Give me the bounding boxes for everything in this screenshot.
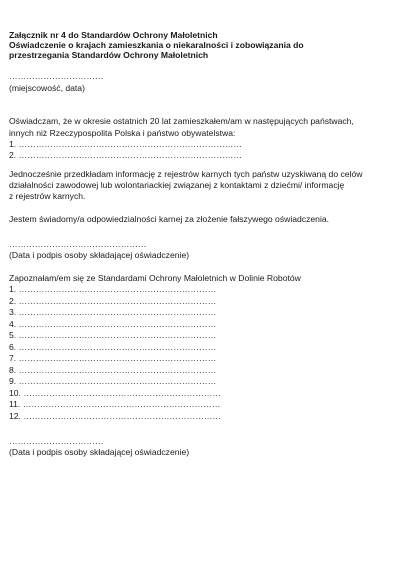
country-field-2[interactable]: 2. …………………………………………………………………… (9, 150, 242, 160)
standards-field[interactable]: 2. …………………………………………………………… (9, 296, 217, 306)
standards-field[interactable]: 5. …………………………………………………………… (9, 330, 217, 340)
registry-paragraph-line1: Jednocześnie przedkładam informację z rejestrów karnych tych państw uzyskiwaną do celów (9, 169, 363, 179)
standards-field[interactable]: 4. …………………………………………………………… (9, 319, 217, 329)
standards-field[interactable]: 11. …………………………………………………………… (9, 399, 221, 409)
standards-acknowledgement: Zapoznałam/em się ze Standardami Ochrony Małoletnich w Dolinie Robotów (9, 273, 301, 283)
standards-field[interactable]: 8. …………………………………………………………… (9, 365, 217, 375)
residence-declaration-line1: Oświadczam, że w okresie ostatnich 20 lat zamieszkałem/am w następujących państwach, (9, 116, 354, 126)
standards-field[interactable]: 12. …………………………………………………………… (9, 411, 221, 421)
standards-field[interactable]: 3. …………………………………………………………… (9, 307, 217, 317)
standards-field[interactable]: 9. …………………………………………………………… (9, 376, 217, 386)
signature-field-1[interactable]: ………………………………………… (9, 239, 147, 249)
registry-paragraph-line2: działalności zawodowej lub wolontariackiej związanej z kontaktami z dziećmi/ informację (9, 180, 345, 190)
declaration-title-line1: Oświadczenie o krajach zamieszkania o niekaralności i zobowiązania do (9, 40, 304, 50)
registry-paragraph-line3: z rejestrów karnych. (9, 191, 86, 201)
residence-declaration-line2: innych niż Rzeczypospolita Polska i państwo obywatelstwa: (9, 128, 236, 138)
responsibility-statement: Jestem świadomy/a odpowiedzialności karnej za złożenie fałszywego oświadczenia. (9, 214, 330, 224)
declaration-title-line2: przestrzegania Standardów Ochrony Małoletnich (9, 50, 209, 60)
place-date-label: (miejscowość, data) (9, 83, 85, 93)
signature-field-2[interactable]: …………………………… (9, 436, 104, 446)
standards-field[interactable]: 10. …………………………………………………………… (9, 388, 221, 398)
country-field-1[interactable]: 1. …………………………………………………………………… (9, 139, 242, 149)
signature-label-1: (Data i podpis osoby składającej oświadczenie) (9, 250, 190, 260)
place-date-field[interactable]: …………………………… (9, 71, 104, 81)
signature-label-2: (Data i podpis osoby składającej oświadczenie) (9, 447, 190, 457)
standards-field[interactable]: 6. …………………………………………………………… (9, 342, 217, 352)
attachment-title: Załącznik nr 4 do Standardów Ochrony Małoletnich (9, 30, 218, 40)
standards-field[interactable]: 1. …………………………………………………………… (9, 284, 217, 294)
standards-field[interactable]: 7. …………………………………………………………… (9, 353, 217, 363)
